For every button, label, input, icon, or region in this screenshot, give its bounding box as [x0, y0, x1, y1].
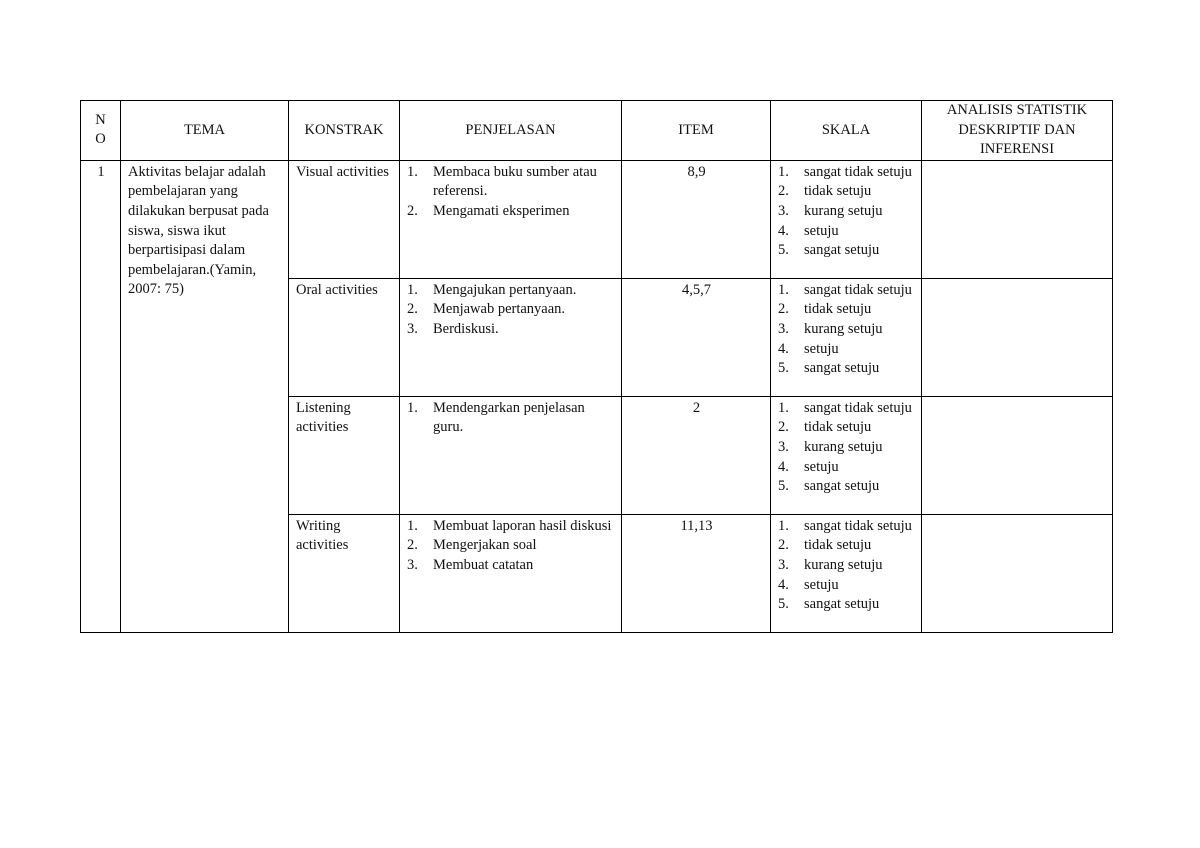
list-item — [778, 182, 915, 202]
list-item-text: sangat setuju — [804, 478, 880, 495]
analisis-cell — [922, 514, 1113, 632]
skala-list — [778, 163, 915, 261]
list-item — [778, 340, 915, 360]
list-item-number: 1. — [778, 399, 789, 416]
list-item-text: Berdiskusi. — [433, 320, 499, 337]
penjelasan-cell — [400, 278, 622, 396]
header-penjelasan: PENJELASAN — [400, 101, 622, 161]
konstrak-cell: Writing activities — [289, 514, 400, 632]
list-item-text: sangat tidak setuju — [804, 399, 912, 416]
konstrak-cell: Listening activities — [289, 396, 400, 514]
list-item-number: 1. — [407, 163, 418, 180]
penjelasan-list — [407, 399, 615, 438]
list-item — [407, 517, 615, 537]
list-item-text: Membaca buku sumber atau referensi. — [433, 163, 597, 200]
header-tema: TEMA — [121, 101, 289, 161]
list-item — [778, 536, 915, 556]
list-item-text: setuju — [804, 222, 839, 239]
list-item-number: 3. — [407, 556, 418, 573]
penjelasan-cell — [400, 396, 622, 514]
list-item-text: Menjawab pertanyaan. — [433, 301, 566, 318]
penjelasan-list — [407, 163, 615, 222]
list-item-text: Mengajukan pertanyaan. — [433, 281, 577, 298]
table-body — [81, 160, 1113, 632]
header-item: ITEM — [622, 101, 771, 161]
header-konstrak: KONSTRAK — [289, 101, 400, 161]
list-item-number: 1. — [778, 281, 789, 298]
list-item — [778, 281, 915, 301]
header-skala: SKALA — [771, 101, 922, 161]
list-item-number: 2. — [407, 202, 418, 219]
list-item-text: sangat tidak setuju — [804, 163, 912, 180]
item-cell: 11,13 — [622, 514, 771, 632]
list-item — [407, 556, 615, 576]
skala-cell — [771, 278, 922, 396]
list-item-number: 4. — [778, 576, 789, 593]
list-item — [778, 300, 915, 320]
list-item-text: setuju — [804, 576, 839, 593]
list-item — [778, 458, 915, 478]
list-item-text: kurang setuju — [804, 556, 883, 573]
analisis-cell — [922, 278, 1113, 396]
konstrak-cell: Oral activities — [289, 278, 400, 396]
list-item-number: 2. — [778, 183, 789, 200]
skala-cell — [771, 396, 922, 514]
list-item-text: sangat tidak setuju — [804, 281, 912, 298]
list-item-number: 5. — [778, 360, 789, 377]
list-item-number: 2. — [778, 537, 789, 554]
list-item — [778, 241, 915, 261]
list-item — [407, 163, 615, 202]
list-item-text: Mengamati eksperimen — [433, 202, 570, 219]
penjelasan-list — [407, 281, 615, 340]
list-item-text: sangat setuju — [804, 596, 880, 613]
list-item-text: kurang setuju — [804, 202, 883, 219]
analisis-cell — [922, 160, 1113, 278]
list-item-text: sangat tidak setuju — [804, 517, 912, 534]
list-item-text: tidak setuju — [804, 419, 872, 436]
list-item-number: 3. — [778, 556, 789, 573]
list-item — [778, 359, 915, 379]
item-cell: 2 — [622, 396, 771, 514]
list-item — [778, 222, 915, 242]
item-cell: 4,5,7 — [622, 278, 771, 396]
list-item-number: 5. — [778, 478, 789, 495]
list-item — [778, 163, 915, 183]
list-item — [778, 595, 915, 615]
list-item — [407, 300, 615, 320]
analisis-cell — [922, 396, 1113, 514]
list-item-number: 3. — [407, 320, 418, 337]
list-item — [407, 281, 615, 301]
list-item-text: tidak setuju — [804, 183, 872, 200]
list-item-number: 4. — [778, 340, 789, 357]
list-item — [778, 438, 915, 458]
item-cell: 8,9 — [622, 160, 771, 278]
list-item-number: 3. — [778, 438, 789, 455]
list-item — [407, 320, 615, 340]
list-item-text: setuju — [804, 340, 839, 357]
list-item — [407, 202, 615, 222]
tema-cell: Aktivitas belajar adalah pembelajaran yang dilakukan berpusat pada siswa, siswa ikut berpartisipasi dalam pembelajaran.(Yamin, 2007: 75) — [121, 160, 289, 632]
konstrak-cell: Visual activities — [289, 160, 400, 278]
skala-cell — [771, 514, 922, 632]
list-item-number: 4. — [778, 458, 789, 475]
penjelasan-cell — [400, 514, 622, 632]
list-item-number: 4. — [778, 222, 789, 239]
list-item-number: 5. — [778, 596, 789, 613]
header-no — [81, 101, 121, 161]
list-item-number: 5. — [778, 242, 789, 259]
penjelasan-list — [407, 517, 615, 576]
list-item — [778, 576, 915, 596]
list-item — [778, 556, 915, 576]
list-item-number: 1. — [407, 399, 418, 416]
skala-list — [778, 281, 915, 379]
header-no-line-2: O — [95, 131, 106, 148]
list-item-text: Mendengarkan penjelasan guru. — [433, 399, 585, 436]
header-no-line-1: N — [95, 112, 106, 129]
list-item — [407, 399, 615, 438]
penjelasan-cell — [400, 160, 622, 278]
skala-cell — [771, 160, 922, 278]
skala-list — [778, 399, 915, 497]
list-item-number: 2. — [407, 537, 418, 554]
list-item-text: tidak setuju — [804, 537, 872, 554]
row-number: 1 — [81, 160, 121, 632]
list-item-text: tidak setuju — [804, 301, 872, 318]
list-item-text: Membuat catatan — [433, 556, 534, 573]
list-item — [778, 517, 915, 537]
list-item-number: 1. — [407, 281, 418, 298]
list-item-text: sangat setuju — [804, 360, 880, 377]
list-item — [407, 536, 615, 556]
list-item-text: kurang setuju — [804, 320, 883, 337]
list-item-number: 1. — [407, 517, 418, 534]
list-item-text: Mengerjakan soal — [433, 537, 537, 554]
list-item — [778, 418, 915, 438]
list-item-number: 2. — [778, 301, 789, 318]
list-item — [778, 320, 915, 340]
list-item-number: 3. — [778, 202, 789, 219]
skala-list — [778, 517, 915, 615]
list-item-text: setuju — [804, 458, 839, 475]
list-item-text: sangat setuju — [804, 242, 880, 259]
list-item-text: kurang setuju — [804, 438, 883, 455]
list-item — [778, 202, 915, 222]
list-item-number: 1. — [778, 163, 789, 180]
research-instrument-table — [80, 100, 1113, 633]
list-item-number: 1. — [778, 517, 789, 534]
list-item-number: 2. — [778, 419, 789, 436]
header-analisis: ANALISIS STATISTIK DESKRIPTIF DAN INFERENSI — [922, 101, 1113, 161]
list-item-number: 2. — [407, 301, 418, 318]
list-item-text: Membuat laporan hasil diskusi — [433, 517, 612, 534]
list-item — [778, 399, 915, 419]
list-item — [778, 477, 915, 497]
table-row — [81, 160, 1113, 278]
list-item-number: 3. — [778, 320, 789, 337]
header-row — [81, 101, 1113, 161]
